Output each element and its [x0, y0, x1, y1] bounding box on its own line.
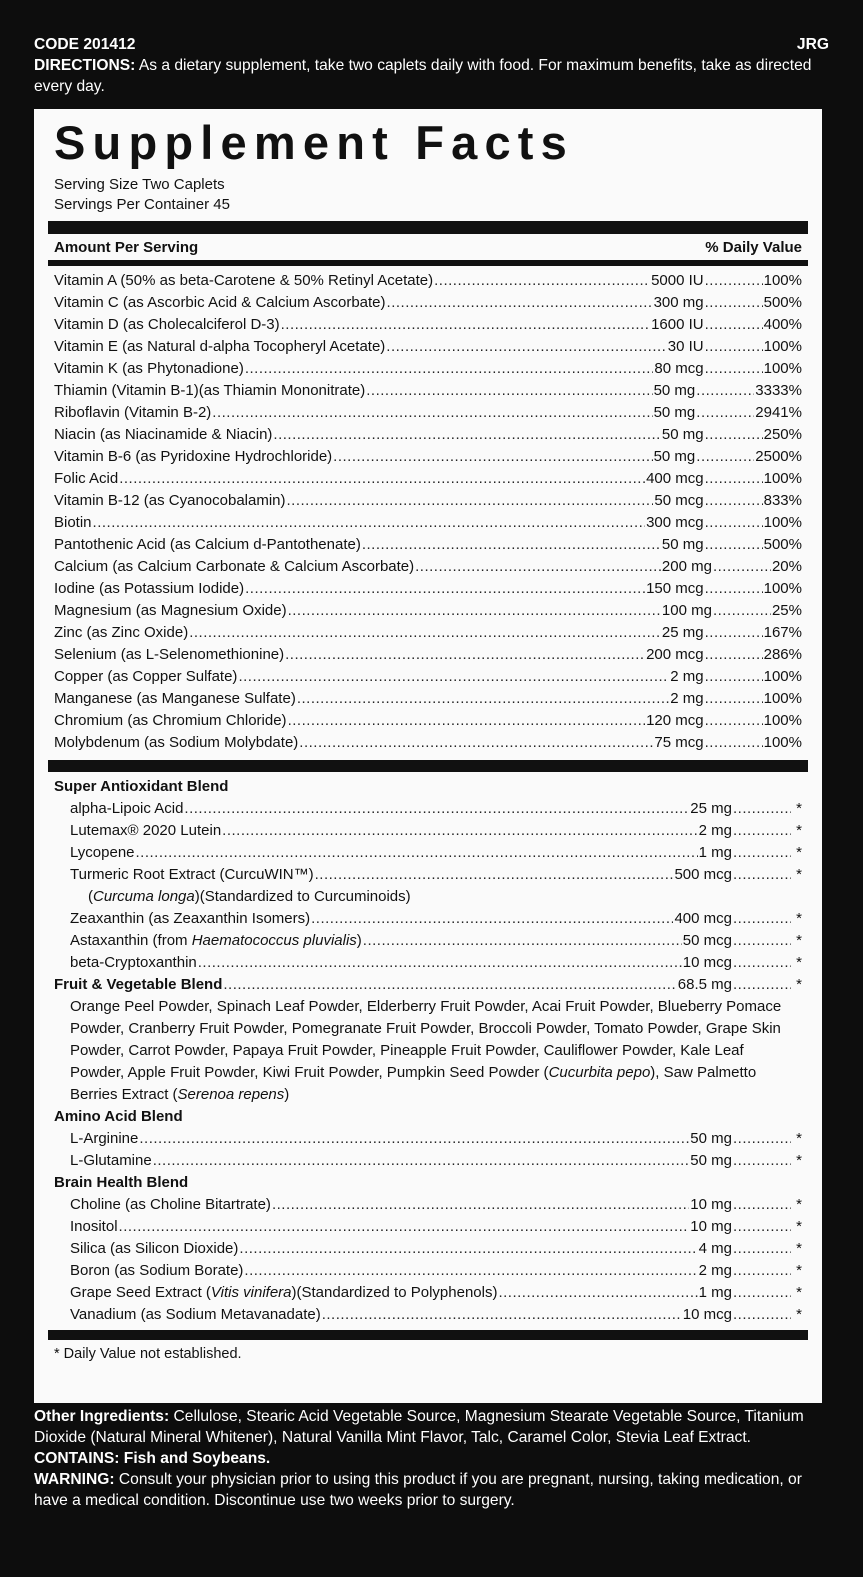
grape-seed-name-post: )(Standardized to Polyphenols)	[291, 1284, 498, 1301]
nutrient-amount: 150 mcg	[646, 580, 704, 597]
leader-dots	[696, 446, 754, 468]
directions	[34, 55, 829, 97]
leader-dots	[362, 534, 661, 556]
nutrient-name: Biotin	[54, 514, 92, 531]
nutrient-row	[54, 490, 802, 512]
grape-seed-name-italic: Vitis vinifera	[210, 1284, 292, 1301]
antioxidant-list	[54, 798, 802, 886]
nutrient-amount: 2 mg	[670, 690, 704, 707]
nutrient-amount: 25 mg	[661, 624, 704, 641]
amino-blend-title: Amino Acid Blend	[54, 1108, 183, 1125]
nutrient-name: Inositol	[70, 1218, 118, 1235]
leader-dots	[333, 446, 652, 468]
nutrient-name: Zeaxanthin (as Zeaxanthin Isomers)	[70, 910, 311, 927]
nutrient-row	[54, 864, 802, 886]
leader-dots	[297, 688, 669, 710]
warning	[34, 1469, 834, 1511]
nutrient-dv: 500%	[763, 536, 802, 553]
nutrient-dv: *	[796, 910, 802, 927]
nutrient-row	[54, 468, 802, 490]
nutrient-amount: 50 mcg	[654, 492, 704, 509]
nutrient-dv: 100%	[763, 360, 802, 377]
brain-list	[54, 1194, 802, 1282]
servings-per-container: Servings Per Container 45	[54, 196, 230, 213]
serving-size: Serving Size Two Caplets	[54, 176, 225, 193]
leader-dots	[222, 820, 697, 842]
divider-thick-2	[48, 760, 808, 772]
nutrient-amount: 2 mg	[670, 668, 704, 685]
leader-dots	[705, 468, 763, 490]
nutrient-amount: 2 mg	[698, 1262, 732, 1279]
nutrient-dv: 100%	[763, 514, 802, 531]
nutrient-dv: 833%	[763, 492, 802, 509]
leader-dots	[733, 930, 791, 952]
code-row	[34, 34, 829, 55]
directions-label: DIRECTIONS:	[34, 57, 136, 74]
nutrient-amount: 100 mg	[661, 602, 712, 619]
nutrient-row	[54, 336, 802, 358]
leader-dots	[366, 380, 652, 402]
nutrient-name: Silica (as Silicon Dioxide)	[70, 1240, 239, 1257]
nutrient-dv: *	[796, 1240, 802, 1257]
nutrient-amount: 500 mcg	[674, 866, 732, 883]
nutrient-amount: 50 mg	[661, 536, 704, 553]
fruit-veg-ingredients	[54, 996, 802, 1106]
leader-dots	[387, 292, 653, 314]
leader-dots	[315, 864, 674, 886]
nutrient-amount: 1 mg	[698, 844, 732, 861]
leader-dots	[299, 732, 653, 754]
nutrient-amount: 2 mg	[698, 822, 732, 839]
nutrient-dv: 2941%	[755, 404, 802, 421]
nutrient-amount: 25 mg	[690, 800, 732, 817]
leader-dots	[212, 402, 652, 424]
nutrient-name: Vitamin E (as Natural d-alpha Tocopheryl Acetate)	[54, 338, 386, 355]
leader-dots	[705, 666, 763, 688]
vanadium-amount: 10 mcg	[682, 1306, 732, 1323]
nutrient-name: Chromium (as Chromium Chloride)	[54, 712, 287, 729]
nutrient-name: Vitamin D (as Cholecalciferol D-3)	[54, 316, 280, 333]
leader-dots	[696, 380, 754, 402]
warning-text: Consult your physician prior to using this product if you are pregnant, nursing, taking medication, or have a medical condition. Discontinue use two weeks prior to surgery.	[34, 1471, 802, 1509]
brain-blend-title: Brain Health Blend	[54, 1174, 189, 1191]
vanadium-name: Vanadium (as Sodium Metavanadate)	[70, 1306, 321, 1323]
nutrient-name: Vitamin K (as Phytonadione)	[54, 360, 244, 377]
nutrient-row	[54, 1216, 802, 1238]
leader-dots	[705, 358, 763, 380]
nutrient-row	[54, 512, 802, 534]
nutrient-amount: 50 mg	[661, 426, 704, 443]
nutrient-dv: *	[796, 1152, 802, 1169]
nutrient-name-post: )	[356, 932, 362, 949]
leader-dots	[705, 622, 763, 644]
grape-seed-row	[54, 1282, 802, 1304]
nutrient-name: L-Glutamine	[70, 1152, 152, 1169]
turmeric-note	[54, 886, 802, 908]
nutrient-amount: 1600 IU	[651, 316, 704, 333]
leader-dots	[153, 1150, 690, 1172]
leader-dots	[705, 336, 763, 358]
leader-dots	[733, 1282, 791, 1304]
fruit-veg-desc-italic-2: Serenoa repens	[177, 1086, 285, 1103]
leader-dots	[311, 908, 673, 930]
nutrient-name: Folic Acid	[54, 470, 119, 487]
leader-dots	[705, 270, 763, 292]
nutrient-name: Lutemax® 2020 Lutein	[70, 822, 222, 839]
divider-bottom	[48, 1330, 808, 1340]
nutrient-name: Manganese (as Manganese Sulfate)	[54, 690, 296, 707]
nutrient-name: Molybdenum (as Sodium Molybdate)	[54, 734, 299, 751]
amount-header: Amount Per Serving	[54, 239, 199, 256]
column-header	[54, 238, 802, 257]
dv-header: % Daily Value	[705, 239, 802, 256]
leader-dots	[363, 930, 682, 952]
nutrient-amount: 300 mg	[653, 294, 704, 311]
nutrient-row	[54, 358, 802, 380]
nutrient-amount: 10 mg	[690, 1218, 732, 1235]
nutrient-amount: 75 mcg	[654, 734, 704, 751]
turmeric-note-open: (	[88, 888, 93, 905]
nutrient-row	[54, 732, 802, 754]
nutrient-row	[54, 952, 802, 974]
leader-dots	[705, 732, 763, 754]
nutrient-amount: 400 mcg	[674, 910, 732, 927]
nutrient-name-italic: Haematococcus pluvialis	[191, 932, 357, 949]
fruit-veg-title: Fruit & Vegetable Blend	[54, 976, 223, 993]
leader-dots	[705, 710, 763, 732]
serving-info	[54, 175, 802, 215]
nutrient-dv: *	[796, 866, 802, 883]
nutrient-row	[54, 1128, 802, 1150]
nutrient-dv: 100%	[763, 338, 802, 355]
leader-dots	[705, 534, 763, 556]
nutrient-dv: *	[796, 1218, 802, 1235]
leader-dots	[245, 578, 645, 600]
fruit-veg-amount: 68.5 mg	[677, 976, 732, 993]
leader-dots	[285, 644, 645, 666]
nutrient-dv: *	[796, 1262, 802, 1279]
leader-dots	[245, 358, 654, 380]
nutrient-dv: 250%	[763, 426, 802, 443]
nutrient-dv: 20%	[771, 558, 802, 575]
leader-dots	[705, 424, 763, 446]
leader-dots	[733, 1194, 791, 1216]
nutrient-name: Vitamin A (50% as beta-Carotene & 50% Retinyl Acetate)	[54, 272, 434, 289]
divider-medium	[48, 260, 808, 266]
nutrient-amount: 50 mg	[690, 1152, 732, 1169]
nutrient-name: alpha-Lipoic Acid	[70, 800, 184, 817]
nutrient-row	[54, 930, 802, 952]
nutrient-row	[54, 1194, 802, 1216]
nutrient-name: Lycopene	[70, 844, 135, 861]
nutrient-amount: 30 IU	[667, 338, 704, 355]
top-text-block	[34, 34, 829, 97]
nutrient-dv: 100%	[763, 668, 802, 685]
nutrient-amount: 50 mg	[653, 382, 696, 399]
other-ingredients-text: Cellulose, Stearic Acid Vegetable Source, Magnesium Stearate Vegetable Source, Titanium Dioxide (Natural Mineral Whitener), Natural Vanilla Mint Flavor, Talc, Caramel Color, Stevia Leaf Extract.	[34, 1408, 804, 1446]
leader-dots	[322, 1304, 682, 1326]
nutrient-row	[54, 292, 802, 314]
nutrient-row	[54, 908, 802, 930]
fruit-veg-desc-mid: ), Saw Palmetto Berries Extract (	[70, 1064, 757, 1103]
nutrient-amount: 300 mcg	[646, 514, 704, 531]
leader-dots	[733, 842, 791, 864]
nutrient-row	[54, 402, 802, 424]
nutrient-name: Riboflavin (Vitamin B-2)	[54, 404, 212, 421]
directions-text: As a dietary supplement, take two caplets daily with food. For maximum benefits, take as directed every day.	[34, 57, 812, 95]
leader-dots	[272, 1194, 689, 1216]
nutrient-amount: 50 mg	[690, 1130, 732, 1147]
nutrient-name: Vitamin B-12 (as Cyanocobalamin)	[54, 492, 286, 509]
leader-dots	[198, 952, 682, 974]
amino-list	[54, 1128, 802, 1172]
leader-dots	[733, 952, 791, 974]
nutrient-dv: 100%	[763, 690, 802, 707]
leader-dots	[705, 314, 763, 336]
nutrient-amount: 50 mg	[653, 404, 696, 421]
leader-dots	[239, 1238, 697, 1260]
nutrient-dv: 100%	[763, 712, 802, 729]
leader-dots	[386, 336, 666, 358]
nutrient-dv: 400%	[763, 316, 802, 333]
nutrient-dv: 100%	[763, 580, 802, 597]
nutrient-amount: 4 mg	[698, 1240, 732, 1257]
footnote: * Daily Value not established.	[54, 1346, 242, 1362]
leader-dots	[136, 842, 698, 864]
turmeric-note-italic: Curcuma longa	[93, 888, 195, 905]
nutrient-name: Niacin (as Niacinamide & Niacin)	[54, 426, 273, 443]
leader-dots	[713, 556, 771, 578]
leader-dots	[184, 798, 689, 820]
nutrient-row	[54, 644, 802, 666]
leader-dots	[119, 468, 645, 490]
leader-dots	[281, 314, 650, 336]
grape-seed-name-pre: Grape Seed Extract (	[70, 1284, 211, 1301]
nutrient-row	[54, 380, 802, 402]
leader-dots	[189, 622, 661, 644]
other-ingredients	[34, 1406, 834, 1448]
nutrient-name: Zinc (as Zinc Oxide)	[54, 624, 189, 641]
nutrient-name: L-Arginine	[70, 1130, 139, 1147]
leader-dots	[733, 798, 791, 820]
grape-seed-amount: 1 mg	[698, 1284, 732, 1301]
nutrient-dv: *	[796, 1130, 802, 1147]
product-code: CODE 201412	[34, 36, 136, 53]
nutrient-row	[54, 622, 802, 644]
other-ingredients-label: Other Ingredients:	[34, 1408, 170, 1425]
leader-dots	[244, 1260, 697, 1282]
leader-dots	[705, 512, 763, 534]
leader-dots	[705, 292, 763, 314]
nutrient-row	[54, 578, 802, 600]
vanadium-row	[54, 1304, 802, 1326]
nutrient-dv: 286%	[763, 646, 802, 663]
nutrient-row	[54, 534, 802, 556]
nutrient-row	[54, 710, 802, 732]
nutrient-row	[54, 1260, 802, 1282]
grape-seed-name	[70, 1282, 497, 1304]
contains-statement: CONTAINS: Fish and Soybeans.	[34, 1450, 271, 1467]
nutrient-row	[54, 1238, 802, 1260]
leader-dots	[498, 1282, 697, 1304]
nutrient-amount: 120 mcg	[646, 712, 704, 729]
nutrient-name: Iodine (as Potassium Iodide)	[54, 580, 245, 597]
nutrient-dv: *	[796, 954, 802, 971]
leader-dots	[733, 908, 791, 930]
nutrient-name-pre: Astaxanthin (from	[70, 932, 192, 949]
leader-dots	[705, 578, 763, 600]
nutrient-dv: 3333%	[755, 382, 802, 399]
nutrient-row	[54, 556, 802, 578]
nutrient-dv: *	[796, 932, 802, 949]
leader-dots	[713, 600, 771, 622]
nutrient-dv: 167%	[763, 624, 802, 641]
nutrient-name: Vitamin B-6 (as Pyridoxine Hydrochloride)	[54, 448, 333, 465]
turmeric-note-rest: )(Standardized to Curcuminoids)	[194, 888, 411, 905]
nutrient-dv: *	[796, 800, 802, 817]
leader-dots	[705, 644, 763, 666]
nutrient-name: Thiamin (Vitamin B-1)(as Thiamin Mononitrate)	[54, 382, 366, 399]
nutrient-row	[54, 1150, 802, 1172]
leader-dots	[223, 974, 676, 996]
leader-dots	[238, 666, 669, 688]
fruit-veg-dv: *	[796, 976, 802, 993]
leader-dots	[288, 600, 661, 622]
divider-thick	[48, 221, 808, 234]
nutrient-dv: 2500%	[755, 448, 802, 465]
nutrient-amount: 400 mcg	[646, 470, 704, 487]
nutrient-name: Magnesium (as Magnesium Oxide)	[54, 602, 287, 619]
leader-dots	[273, 424, 661, 446]
nutrient-amount: 10 mcg	[682, 954, 732, 971]
leader-dots	[139, 1128, 689, 1150]
nutrient-dv: 100%	[763, 272, 802, 289]
nutrient-dv: 100%	[763, 470, 802, 487]
nutrient-amount: 80 mcg	[654, 360, 704, 377]
leader-dots	[93, 512, 646, 534]
nutrient-row	[54, 446, 802, 468]
leader-dots	[288, 710, 646, 732]
bottom-text-block	[34, 1406, 834, 1511]
leader-dots	[733, 974, 791, 996]
nutrient-dv: *	[796, 1196, 802, 1213]
nutrient-row	[54, 314, 802, 336]
nutrient-name: Selenium (as L-Selenomethionine)	[54, 646, 285, 663]
leader-dots	[733, 1304, 791, 1326]
leader-dots	[119, 1216, 690, 1238]
nutrient-amount: 50 mcg	[682, 932, 732, 949]
nutrient-dv: 100%	[763, 734, 802, 751]
grape-seed-dv: *	[796, 1284, 802, 1301]
leader-dots	[696, 402, 754, 424]
nutrient-amount: 200 mg	[661, 558, 712, 575]
fruit-veg-desc-main: Orange Peel Powder, Spinach Leaf Powder, Elderberry Fruit Powder, Acai Fruit Powder, Blueberry Pomace Powder, Cranberry Fruit Powder, Pomegranate Fruit Powder, Broccoli Powder, Tomato Powder, Grape Skin Powder, Carrot Powder, Papaya Fruit Powder, Pineapple Fruit Powder, Cauliflower Powder, Kale Leaf Powder, Apple Fruit Powder, Kiwi Fruit Powder, Pumpkin Seed Powder (	[70, 998, 782, 1081]
nutrient-dv: *	[796, 822, 802, 839]
nutrient-list	[54, 270, 802, 754]
leader-dots	[733, 864, 791, 886]
supplement-facts-panel	[34, 109, 822, 1403]
leader-dots	[733, 1128, 791, 1150]
fruit-veg-desc-end: )	[284, 1086, 290, 1103]
nutrient-name: beta-Cryptoxanthin	[70, 954, 197, 971]
nutrient-name: Calcium (as Calcium Carbonate & Calcium Ascorbate)	[54, 558, 415, 575]
nutrient-row	[54, 798, 802, 820]
antioxidant-list-2	[54, 908, 802, 974]
fruit-veg-desc-italic-1: Cucurbita pepo	[548, 1064, 651, 1081]
nutrient-row	[54, 688, 802, 710]
nutrient-row	[54, 270, 802, 292]
nutrient-dv: 25%	[771, 602, 802, 619]
nutrient-name: Vitamin C (as Ascorbic Acid & Calcium Ascorbate)	[54, 294, 386, 311]
nutrient-row	[54, 820, 802, 842]
nutrient-row	[54, 600, 802, 622]
nutrient-name: Turmeric Root Extract (CurcuWIN™)	[70, 866, 314, 883]
leader-dots	[733, 820, 791, 842]
vanadium-dv: *	[796, 1306, 802, 1323]
leader-dots	[705, 490, 763, 512]
leader-dots	[287, 490, 654, 512]
nutrient-name	[70, 930, 362, 952]
jrg-code: JRG	[796, 36, 829, 53]
nutrient-dv: *	[796, 844, 802, 861]
nutrient-row	[54, 666, 802, 688]
nutrient-name: Copper (as Copper Sulfate)	[54, 668, 238, 685]
nutrient-name: Choline (as Choline Bitartrate)	[70, 1196, 271, 1213]
nutrient-row	[54, 842, 802, 864]
nutrient-name: Pantothenic Acid (as Calcium d-Pantothenate)	[54, 536, 361, 553]
leader-dots	[733, 1238, 791, 1260]
panel-title: Supplement Facts	[54, 116, 575, 169]
nutrient-amount: 200 mcg	[646, 646, 704, 663]
nutrient-dv: 500%	[763, 294, 802, 311]
leader-dots	[705, 688, 763, 710]
nutrient-amount: 50 mg	[653, 448, 696, 465]
leader-dots	[415, 556, 661, 578]
leader-dots	[733, 1150, 791, 1172]
leader-dots	[733, 1260, 791, 1282]
leader-dots	[733, 1216, 791, 1238]
fruit-veg-row	[54, 974, 802, 996]
nutrient-amount: 10 mg	[690, 1196, 732, 1213]
warning-label: WARNING:	[34, 1471, 115, 1488]
leader-dots	[434, 270, 650, 292]
antioxidant-blend-title: Super Antioxidant Blend	[54, 778, 229, 795]
nutrient-amount: 5000 IU	[651, 272, 704, 289]
nutrient-row	[54, 424, 802, 446]
nutrient-name: Boron (as Sodium Borate)	[70, 1262, 244, 1279]
